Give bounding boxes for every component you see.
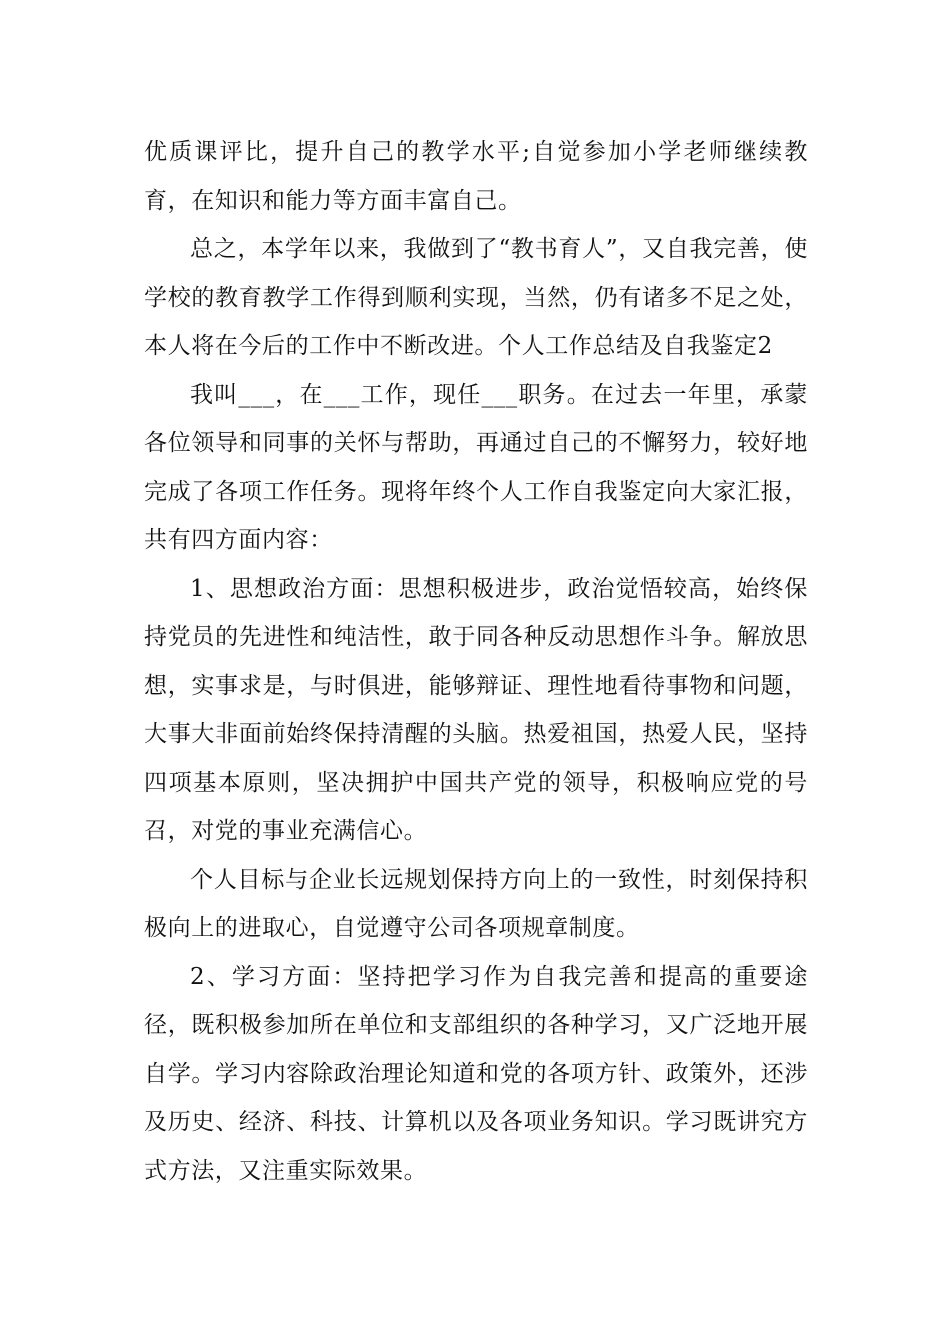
paragraph-4: 1、思想政治方面：思想积极进步，政治觉悟较高，始终保持党员的先进性和纯洁性，敢于同各种反动思想作斗争。解放思想，实事求是，与时俱进，能够辩证、理性地看待事物和问题，大事大非面前始终保持清醒的头脑。热爱祖国，热爱人民，坚持四项基本原则，坚决拥护中国共产党的领导，积极响应党的号召，对党的事业充满信心。 <box>144 575 808 844</box>
paragraph-5: 个人目标与企业长远规划保持方向上的一致性，时刻保持积极向上的进取心，自觉遵守公司各项规章制度。 <box>144 866 808 941</box>
paragraph-2: 总之，本学年以来，我做到了“教书育人”，又自我完善，使学校的教育教学工作得到顺利实现，当然，仍有诸多不足之处，本人将在今后的工作中不断改进。个人工作总结及自我鉴定2 <box>144 236 808 359</box>
document-body <box>144 128 808 1195</box>
paragraph-3: 我叫___，在___工作，现任___职务。在过去一年里，承蒙各位领导和同事的关怀与帮助，再通过自己的不懈努力，较好地完成了各项工作任务。现将年终个人工作自我鉴定向大家汇报，共有四方面内容： <box>144 381 808 553</box>
paragraph-6: 2、学习方面：坚持把学习作为自我完善和提高的重要途径，既积极参加所在单位和支部组织的各种学习，又广泛地开展自学。学习内容除政治理论知道和党的各项方针、政策外，还涉及历史、经济、科技、计算机以及各项业务知识。学习既讲究方式方法，又注重实际效果。 <box>144 963 808 1184</box>
paragraph-1: 优质课评比，提升自己的教学水平;自觉参加小学老师继续教育，在知识和能力等方面丰富自己。 <box>144 139 808 214</box>
